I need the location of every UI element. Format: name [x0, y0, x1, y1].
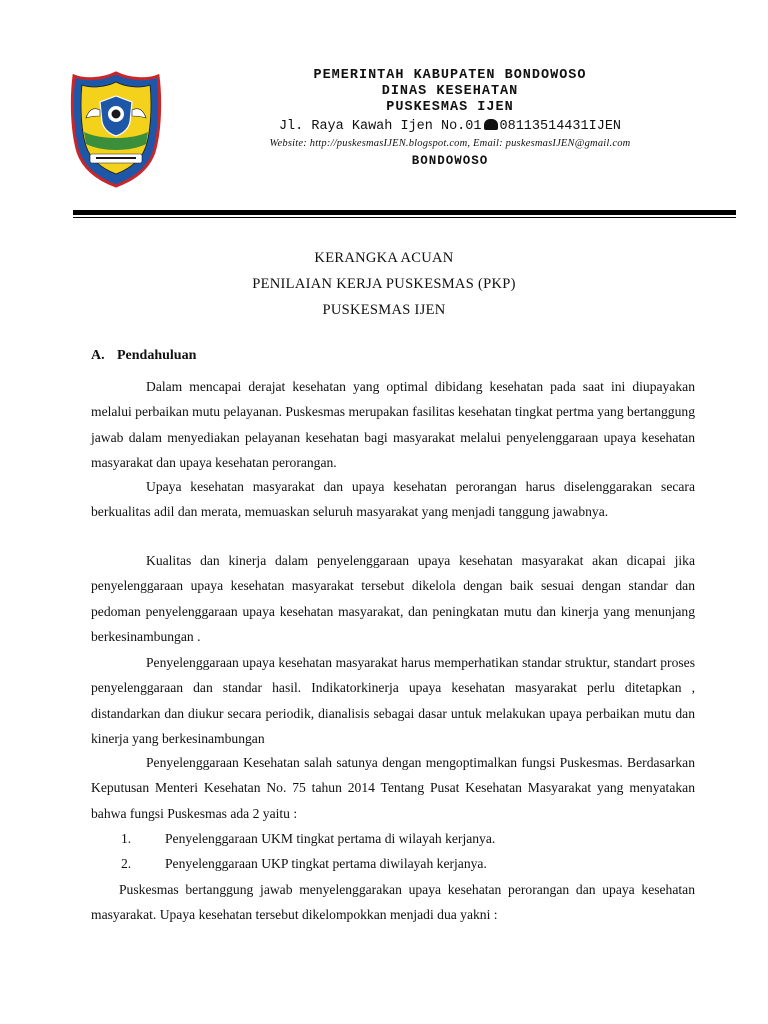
paragraph [91, 650, 695, 751]
paragraph [91, 877, 695, 928]
letterhead [190, 68, 710, 170]
letterhead-office: DINAS KESEHATAN [381, 84, 519, 99]
list-number: 1. [121, 831, 132, 846]
list-number: 2. [121, 856, 132, 871]
letterhead-clinic: PUSKESMAS IJEN [386, 100, 514, 115]
letterhead-web-email: Website: http://puskesmasIJEN.blogspot.com, Email: puskesmasIJEN@gmail.com [269, 138, 631, 149]
letterhead-divider-thin [73, 217, 736, 218]
paragraph [91, 374, 695, 475]
paragraph-text: Dalam mencapai derajat kesehatan yang optimal dibidang kesehatan pada saat ini diupayakan melalui perbaikan mutu pelayanan. Puskesmas merupakan fasilitas kesehatan tingkat pertma yang bertanggung jawab dalam menyediakan pelayanan kesehatan bagi masyarakat melalui penyelenggaraan upaya kesehatan masyarakat dan upaya kesehatan perorangan. [91, 379, 695, 470]
paragraph-text: Kualitas dan kinerja dalam penyelenggaraan upaya kesehatan masyarakat akan dicapai jika penyelenggaraan upaya kesehatan masyarakat tersebut dikelola dengan baik sesuai dengan standar dan pedoman penyelenggaraan upaya kesehatan masyarakat, dan peningkatan mutu dan kinerja yang menunjang berkesinambungan . [91, 553, 695, 644]
section-heading [91, 348, 196, 364]
list-text: Penyelenggaraan UKP tingkat pertama diwilayah kerjanya. [165, 856, 487, 871]
letterhead-phone: 08113514431IJEN [499, 119, 622, 134]
section-number: A. [91, 348, 105, 363]
section-title: Pendahuluan [117, 348, 197, 363]
document-title-line-3: PUSKESMAS IJEN [322, 302, 446, 318]
list-text: Penyelenggaraan UKM tingkat pertama di wilayah kerjanya. [165, 831, 496, 846]
letterhead-divider-thick [73, 210, 736, 215]
paragraph-text: Puskesmas bertanggung jawab menyelenggarakan upaya kesehatan perorangan dan upaya kesehatan masyarakat. Upaya kesehatan tersebut dikelompokkan menjadi dua yakni : [91, 882, 695, 923]
paragraph [91, 548, 695, 649]
paragraph-text: Upaya kesehatan masyarakat dan upaya kesehatan perorangan harus diselenggarakan secara berkualitas adil dan merata, memuaskan seluruh masyarakat yang menjadi tanggung jawabnya. [91, 479, 695, 520]
letterhead-address-line [190, 117, 710, 137]
document-title-line-1: KERANGKA ACUAN [314, 250, 454, 266]
document-title-line-2: PENILAIAN KERJA PUSKESMAS (PKP) [252, 276, 516, 292]
letterhead-government: PEMERINTAH KABUPATEN BONDOWOSO [313, 68, 587, 83]
letterhead-address: Jl. Raya Kawah Ijen No.01 [278, 119, 482, 134]
telephone-icon [484, 119, 498, 130]
paragraph [91, 750, 695, 826]
letterhead-city: BONDOWOSO [411, 154, 489, 168]
paragraph-text: Penyelenggaraan Kesehatan salah satunya dengan mengoptimalkan fungsi Puskesmas. Berdasarkan Keputusan Menteri Kesehatan No. 75 tahun 2014 Tentang Pusat Kesehatan Masyarakat yang menyatakan bahwa fungsi Puskesmas ada 2 yaitu : [91, 755, 695, 821]
bondowoso-emblem-logo [70, 70, 162, 188]
paragraph [91, 474, 695, 525]
paragraph-text: Penyelenggaraan upaya kesehatan masyarakat harus memperhatikan standar struktur, standart proses penyelenggaraan dan standar hasil. Indikatorkinerja upaya kesehatan masyarakat perlu ditetapkan , distandarkan dan diukur secara periodik, dianalisis sebagai dasar untuk melakukan upaya perbaikan mutu dan kinerja yang berkesinambungan [91, 655, 695, 746]
